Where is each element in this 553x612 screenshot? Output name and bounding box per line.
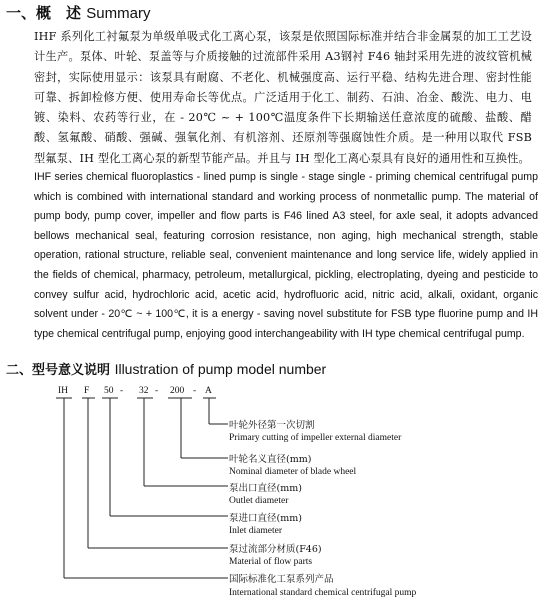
legend-inlet-en: Inlet diameter: [229, 526, 283, 536]
section-title-en: Illustration of pump model number: [114, 361, 327, 377]
model-code-inlet: 50: [104, 386, 114, 396]
model-code-separator: -: [193, 386, 197, 396]
section-number: 二、: [6, 363, 33, 378]
model-code-cutting: A: [205, 386, 212, 396]
model-code-separator: -: [120, 386, 124, 396]
legend-inlet-zh: 泵进口直径(mm): [229, 513, 302, 524]
legend-standard-zh: 国际标准化工泵系列产品: [229, 574, 334, 585]
legend-standard-en: International standard chemical centrifugal pump: [229, 588, 417, 598]
model-code-outlet: 32: [139, 386, 149, 396]
legend-material-zh: 泵过流部分材质(F46): [229, 544, 322, 555]
legend-impeller-en: Nominal diameter of blade wheel: [229, 467, 357, 477]
summary-paragraph-en: IHF series chemical fluoroplastics - lined pump is single - stage single - priming chemical centrifugal pump which is combined with international standard and working process of nonmetallic pump. The material of pump body, pump cover, impeller and flow parts is F46 lined A3 steel, for axle seal, it adopts advanced bellows mechanical seal, featuring corrosion resistance, non aging, high mechanical strength, stable operation, rational structure, reliable seal, convenient maintenance and long service life, widely applied in the fields of chemical, pharmacy, petroleum, metallurgical, pickling, electroplating, dyeing and pesticide to convey sulfur acid, hydrochloric acid, acetic acid, hydrofluoric acid, nitric acid, alkali, oxidant, organic solvent under - 20℃ ~ + 100℃, it is a energy - saving novel substitute for FSB type fluorine pump and IH type chemical centrifugal pump, enjoying good interchangeability with IH type chemical centrifugal pump.: [34, 171, 538, 340]
section-number: 一、: [6, 4, 37, 22]
legend-impeller-zh: 叶轮名义直径(mm): [229, 454, 312, 465]
legend-outlet-zh: 泵出口直径(mm): [229, 483, 302, 494]
legend-material-en: Material of flow parts: [229, 557, 313, 567]
legend-cutting-zh: 叶轮外径第一次切割: [229, 420, 315, 431]
section-title-en: Summary: [86, 5, 151, 22]
model-code-separator: -: [155, 386, 159, 396]
summary-paragraph-zh: IHF 系列化工衬氟泵为单级单吸式化工离心泵，该泵是依照国际标准并结合非金属泵的加工工艺设计生产。泵体、叶轮、泵盖等与介质接触的过流部件采用 A3钢衬 F46 轴封采用先进的波纹管机械密封，实际使用显示：该泵具有耐腐、不老化、机械强度高、运行平稳、结构先进合理、密封性能可靠、拆卸检修方便、使用寿命长等优点。广泛适用于化工、制药、石油、冶金、酸洗、电力、电镀、染料、农药等行业，在 - 20℃ ~ + 100℃温度条件下长期输送任意浓度的硫酸、盐酸、醋酸、氢氟酸、硝酸、强碱、强氧化剂、有机溶剂、还原剂等强腐蚀性介质。是一种用以取代 FSB 型氟泵、IH 型化工离心泵的新型节能产品。并且与 IH 型化工离心泵具有良好的通用性和互换性。: [34, 30, 532, 165]
section-title-zh: 型号意义说明: [32, 363, 111, 378]
model-code-impeller: 200: [170, 386, 185, 396]
legend-outlet-en: Outlet diameter: [229, 496, 289, 506]
legend-cutting-en: Primary cutting of impeller external diameter: [229, 433, 402, 443]
model-code-series: IH: [58, 386, 69, 396]
section-title-zh: 概 述: [36, 4, 82, 22]
model-code-material: F: [84, 386, 90, 396]
